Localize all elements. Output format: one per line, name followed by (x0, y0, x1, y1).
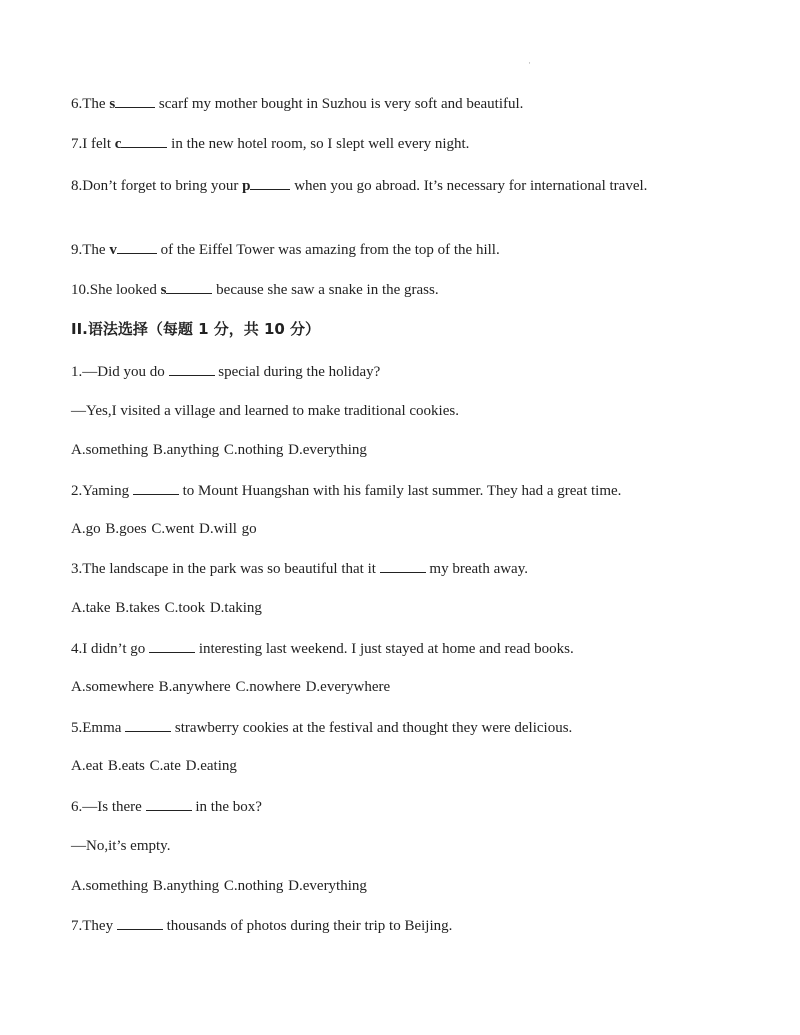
dialogue-reply: —No,it’s empty. (71, 838, 171, 854)
question-number-text: 8.Don’t forget to bring your (71, 178, 243, 194)
answer-blank[interactable] (149, 638, 195, 653)
grammar-question-3 (71, 558, 731, 579)
initial-letter: s (109, 96, 116, 112)
question-stem: strawberry cookies at the festival and thought they were delicious. (171, 720, 573, 736)
question-text: scarf my mother bought in Suzhou is very soft and beautiful. (155, 96, 524, 112)
question-number-text: 9.The (71, 242, 110, 258)
vocab-question-7 (71, 133, 731, 154)
answer-blank[interactable] (125, 717, 171, 732)
answer-blank[interactable] (117, 239, 157, 254)
initial-letter: p (242, 178, 251, 194)
answer-blank[interactable] (117, 915, 163, 930)
question-text: of the Eiffel Tower was amazing from the top of the hill. (156, 242, 500, 258)
answer-blank[interactable] (380, 558, 426, 573)
answer-options: A.something B.anything C.nothing D.everything (71, 442, 367, 458)
question-stem: in the box? (191, 799, 262, 815)
question-number-text: 7.I felt (71, 136, 115, 152)
answer-options: A.somewhere B.anywhere C.nowhere D.everywhere (71, 679, 391, 695)
question-stem: my breath away. (425, 561, 528, 577)
question-stem: 5.Emma (71, 720, 126, 736)
answer-options: A.something B.anything C.nothing D.everything (71, 878, 367, 894)
vocab-question-6 (71, 93, 731, 114)
grammar-question-7 (71, 915, 731, 936)
question-stem: 3.The landscape in the park was so beautiful that it (71, 561, 380, 577)
section-heading: II.语法选择（每题 1 分，共 10 分） (71, 320, 321, 338)
answer-blank[interactable] (146, 796, 192, 811)
initial-letter: v (109, 242, 117, 258)
answer-blank[interactable] (133, 480, 179, 495)
vocab-question-9 (71, 239, 731, 260)
question-stem: to Mount Huangshan with his family last summer. They had a great time. (178, 483, 622, 499)
answer-blank[interactable] (169, 361, 215, 376)
vocab-question-10 (71, 279, 731, 300)
question-stem: 4.I didn’t go (71, 641, 150, 657)
question-text: because she saw a snake in the grass. (212, 282, 439, 298)
grammar-question-1 (71, 361, 731, 382)
answer-options: A.go B.goes C.went D.will go (71, 521, 257, 537)
vocab-question-8 (71, 173, 731, 200)
grammar-question-4 (71, 638, 731, 659)
question-stem: 2.Yaming (71, 483, 133, 499)
initial-letter: c (114, 136, 122, 152)
question-stem: special during the holiday? (214, 364, 381, 380)
dialogue-reply: —Yes,I visited a village and learned to make traditional cookies. (71, 403, 459, 419)
question-stem: 6.—Is there (71, 799, 146, 815)
page-mark: · (528, 58, 531, 68)
answer-blank[interactable] (121, 133, 167, 148)
question-number-text: 10.She looked (71, 282, 161, 298)
answer-blank[interactable] (250, 175, 290, 190)
question-text: when you go abroad. It’s necessary for international travel. (290, 178, 648, 194)
grammar-question-2 (71, 480, 731, 501)
question-stem: 7.They (71, 918, 117, 934)
question-number-text: 6.The (71, 96, 110, 112)
question-stem: 1.—Did you do (71, 364, 169, 380)
grammar-question-6 (71, 796, 731, 817)
answer-options: A.eat B.eats C.ate D.eating (71, 758, 237, 774)
grammar-question-5 (71, 717, 731, 738)
answer-blank[interactable] (166, 279, 212, 294)
answer-options: A.take B.takes C.took D.taking (71, 600, 262, 616)
answer-blank[interactable] (115, 93, 155, 108)
question-stem: interesting last weekend. I just stayed at home and read books. (195, 641, 574, 657)
initial-letter: s (160, 282, 167, 298)
question-stem: thousands of photos during their trip to Beijing. (162, 918, 453, 934)
question-text: in the new hotel room, so I slept well every night. (167, 136, 470, 152)
